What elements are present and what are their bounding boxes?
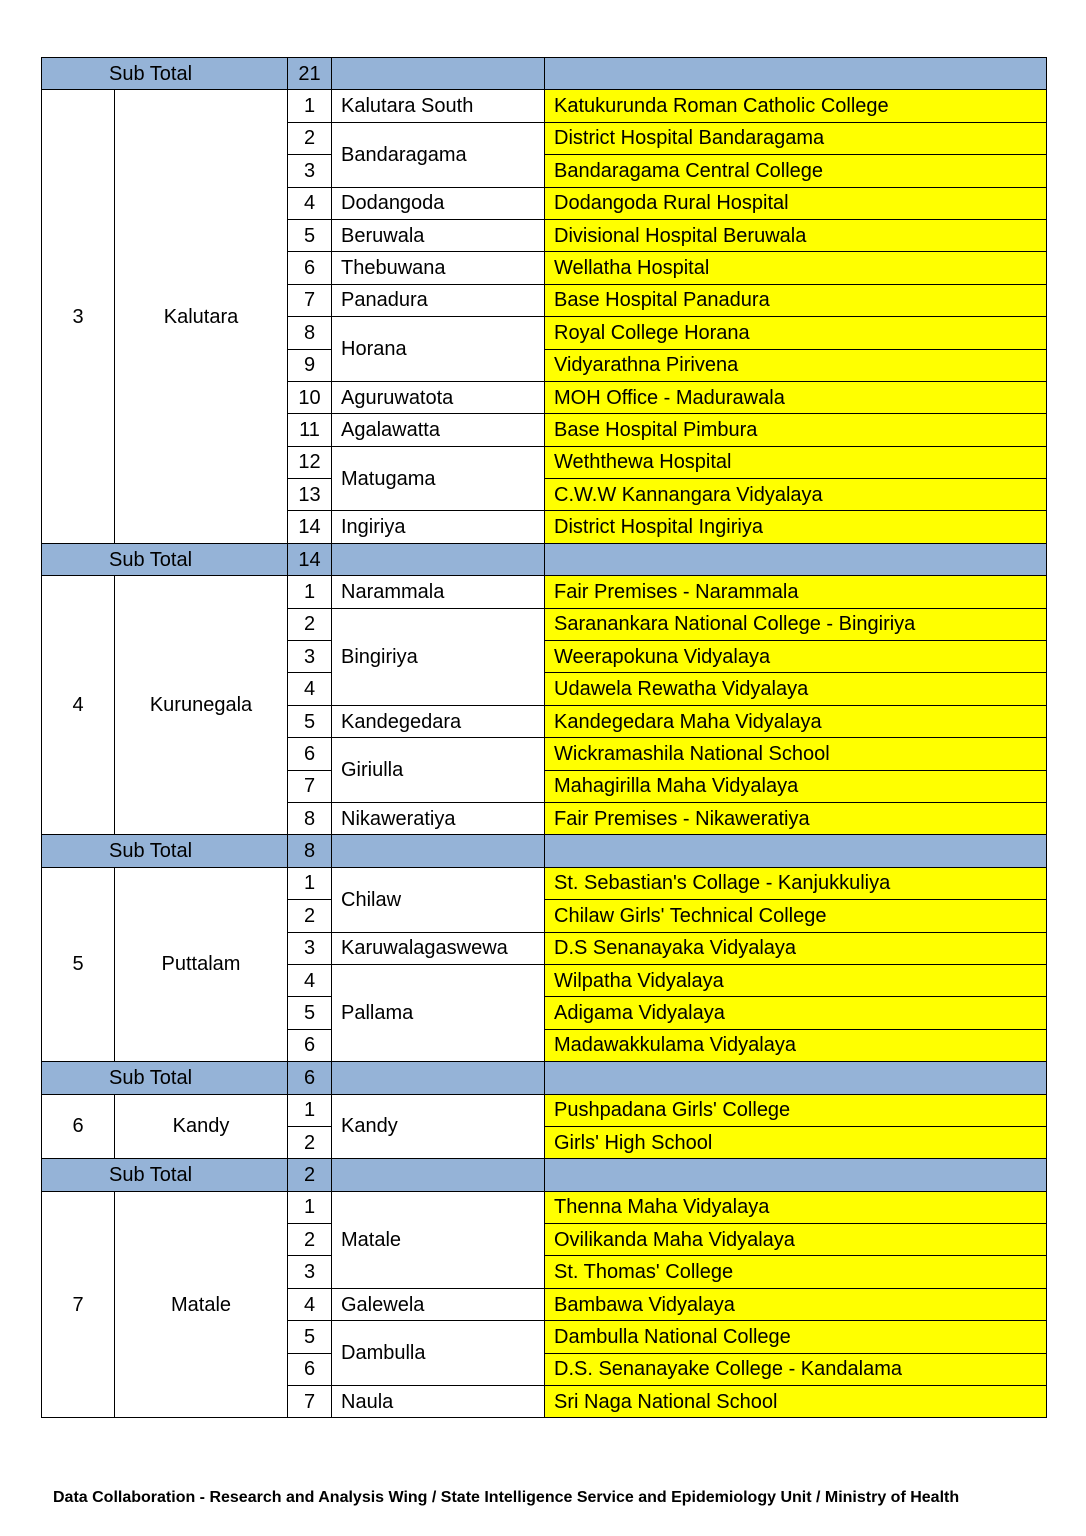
row-number: 7 bbox=[288, 284, 332, 316]
row-number: 2 bbox=[288, 900, 332, 932]
place-name: D.S. Senanayake College - Kandalama bbox=[545, 1353, 1047, 1385]
subtotal-row bbox=[42, 1159, 1047, 1191]
place-name: Weththewa Hospital bbox=[545, 446, 1047, 478]
place-name: Mahagirilla Maha Vidyalaya bbox=[545, 770, 1047, 802]
district-name: Kurunegala bbox=[115, 576, 288, 835]
row-number: 8 bbox=[288, 317, 332, 349]
subtotal-count: 8 bbox=[288, 835, 332, 867]
place-name: Adigama Vidyalaya bbox=[545, 997, 1047, 1029]
area-name: Kandy bbox=[332, 1094, 545, 1159]
row-number: 5 bbox=[288, 997, 332, 1029]
district-number: 5 bbox=[42, 867, 115, 1061]
place-name: Wilpatha Vidyalaya bbox=[545, 964, 1047, 996]
row-number: 9 bbox=[288, 349, 332, 381]
area-name: Matale bbox=[332, 1191, 545, 1288]
subtotal-count: 2 bbox=[288, 1159, 332, 1191]
place-name: Fair Premises - Narammala bbox=[545, 576, 1047, 608]
subtotal-row bbox=[42, 543, 1047, 575]
area-name: Bandaragama bbox=[332, 122, 545, 187]
place-name: Dodangoda Rural Hospital bbox=[545, 187, 1047, 219]
place-name: Madawakkulama Vidyalaya bbox=[545, 1029, 1047, 1061]
subtotal-count: 21 bbox=[288, 58, 332, 90]
subtotal-row bbox=[42, 1062, 1047, 1094]
row-number: 4 bbox=[288, 673, 332, 705]
row-number: 4 bbox=[288, 1288, 332, 1320]
subtotal-empty-cell bbox=[545, 58, 1047, 90]
row-number: 7 bbox=[288, 1386, 332, 1418]
subtotal-count: 6 bbox=[288, 1062, 332, 1094]
area-name: Chilaw bbox=[332, 867, 545, 932]
area-name: Kandegedara bbox=[332, 705, 545, 737]
subtotal-empty-cell bbox=[332, 58, 545, 90]
place-name: Fair Premises - Nikaweratiya bbox=[545, 802, 1047, 834]
row-number: 5 bbox=[288, 219, 332, 251]
row-number: 3 bbox=[288, 641, 332, 673]
footer-credit: Data Collaboration - Research and Analysis Wing / State Intelligence Service and Epidemiology Unit / Ministry of Health bbox=[53, 1489, 960, 1506]
row-number: 2 bbox=[288, 608, 332, 640]
place-name: D.S Senanayaka Vidyalaya bbox=[545, 932, 1047, 964]
locations-table bbox=[41, 57, 1047, 1418]
table-row bbox=[42, 1094, 1047, 1126]
subtotal-label: Sub Total bbox=[42, 58, 288, 90]
row-number: 1 bbox=[288, 867, 332, 899]
place-name: Bandaragama Central College bbox=[545, 155, 1047, 187]
place-name: Base Hospital Pimbura bbox=[545, 414, 1047, 446]
district-number: 7 bbox=[42, 1191, 115, 1418]
row-number: 1 bbox=[288, 90, 332, 122]
place-name: Saranankara National College - Bingiriya bbox=[545, 608, 1047, 640]
row-number: 1 bbox=[288, 1191, 332, 1223]
place-name: Udawela Rewatha Vidyalaya bbox=[545, 673, 1047, 705]
place-name: Girls' High School bbox=[545, 1126, 1047, 1158]
place-name: District Hospital Ingiriya bbox=[545, 511, 1047, 543]
row-number: 4 bbox=[288, 964, 332, 996]
area-name: Bingiriya bbox=[332, 608, 545, 705]
area-name: Karuwalagaswewa bbox=[332, 932, 545, 964]
place-name: Pushpadana Girls' College bbox=[545, 1094, 1047, 1126]
district-name: Puttalam bbox=[115, 867, 288, 1061]
place-name: St. Sebastian's Collage - Kanjukkuliya bbox=[545, 867, 1047, 899]
place-name: Dambulla National College bbox=[545, 1321, 1047, 1353]
district-name: Kalutara bbox=[115, 90, 288, 543]
subtotal-label: Sub Total bbox=[42, 1062, 288, 1094]
area-name: Dambulla bbox=[332, 1321, 545, 1386]
row-number: 1 bbox=[288, 1094, 332, 1126]
district-number: 3 bbox=[42, 90, 115, 543]
row-number: 3 bbox=[288, 932, 332, 964]
subtotal-row bbox=[42, 835, 1047, 867]
place-name: Thenna Maha Vidyalaya bbox=[545, 1191, 1047, 1223]
table-row bbox=[42, 576, 1047, 608]
place-name: C.W.W Kannangara Vidyalaya bbox=[545, 479, 1047, 511]
subtotal-empty-cell bbox=[545, 835, 1047, 867]
area-name: Ingiriya bbox=[332, 511, 545, 543]
row-number: 6 bbox=[288, 252, 332, 284]
place-name: Kandegedara Maha Vidyalaya bbox=[545, 705, 1047, 737]
row-number: 6 bbox=[288, 1353, 332, 1385]
subtotal-empty-cell bbox=[545, 1062, 1047, 1094]
place-name: St. Thomas' College bbox=[545, 1256, 1047, 1288]
row-number: 12 bbox=[288, 446, 332, 478]
place-name: Ovilikanda Maha Vidyalaya bbox=[545, 1224, 1047, 1256]
area-name: Beruwala bbox=[332, 219, 545, 251]
area-name: Naula bbox=[332, 1386, 545, 1418]
area-name: Kalutara South bbox=[332, 90, 545, 122]
subtotal-label: Sub Total bbox=[42, 835, 288, 867]
place-name: Sri Naga National School bbox=[545, 1386, 1047, 1418]
row-number: 2 bbox=[288, 1224, 332, 1256]
subtotal-count: 14 bbox=[288, 543, 332, 575]
row-number: 8 bbox=[288, 802, 332, 834]
place-name: Divisional Hospital Beruwala bbox=[545, 219, 1047, 251]
area-name: Dodangoda bbox=[332, 187, 545, 219]
place-name: Base Hospital Panadura bbox=[545, 284, 1047, 316]
place-name: Wellatha Hospital bbox=[545, 252, 1047, 284]
area-name: Aguruwatota bbox=[332, 381, 545, 413]
table-row bbox=[42, 1191, 1047, 1223]
row-number: 10 bbox=[288, 381, 332, 413]
row-number: 14 bbox=[288, 511, 332, 543]
place-name: Wickramashila National School bbox=[545, 738, 1047, 770]
subtotal-empty-cell bbox=[332, 1159, 545, 1191]
area-name: Galewela bbox=[332, 1288, 545, 1320]
subtotal-empty-cell bbox=[332, 835, 545, 867]
area-name: Narammala bbox=[332, 576, 545, 608]
place-name: MOH Office - Madurawala bbox=[545, 381, 1047, 413]
district-name: Matale bbox=[115, 1191, 288, 1418]
subtotal-label: Sub Total bbox=[42, 543, 288, 575]
place-name: Weerapokuna Vidyalaya bbox=[545, 641, 1047, 673]
row-number: 5 bbox=[288, 1321, 332, 1353]
row-number: 1 bbox=[288, 576, 332, 608]
area-name: Agalawatta bbox=[332, 414, 545, 446]
district-number: 4 bbox=[42, 576, 115, 835]
row-number: 2 bbox=[288, 122, 332, 154]
area-name: Pallama bbox=[332, 964, 545, 1061]
area-name: Thebuwana bbox=[332, 252, 545, 284]
area-name: Giriulla bbox=[332, 738, 545, 803]
table-row bbox=[42, 867, 1047, 899]
row-number: 6 bbox=[288, 1029, 332, 1061]
row-number: 7 bbox=[288, 770, 332, 802]
area-name: Panadura bbox=[332, 284, 545, 316]
place-name: Katukurunda Roman Catholic College bbox=[545, 90, 1047, 122]
area-name: Matugama bbox=[332, 446, 545, 511]
row-number: 2 bbox=[288, 1126, 332, 1158]
subtotal-empty-cell bbox=[332, 1062, 545, 1094]
subtotal-empty-cell bbox=[545, 1159, 1047, 1191]
row-number: 6 bbox=[288, 738, 332, 770]
place-name: Royal College Horana bbox=[545, 317, 1047, 349]
row-number: 4 bbox=[288, 187, 332, 219]
row-number: 3 bbox=[288, 1256, 332, 1288]
table-row bbox=[42, 90, 1047, 122]
area-name: Nikaweratiya bbox=[332, 802, 545, 834]
subtotal-label: Sub Total bbox=[42, 1159, 288, 1191]
place-name: District Hospital Bandaragama bbox=[545, 122, 1047, 154]
row-number: 3 bbox=[288, 155, 332, 187]
subtotal-empty-cell bbox=[332, 543, 545, 575]
subtotal-empty-cell bbox=[545, 543, 1047, 575]
row-number: 11 bbox=[288, 414, 332, 446]
place-name: Vidyarathna Pirivena bbox=[545, 349, 1047, 381]
row-number: 5 bbox=[288, 705, 332, 737]
place-name: Chilaw Girls' Technical College bbox=[545, 900, 1047, 932]
district-name: Kandy bbox=[115, 1094, 288, 1159]
area-name: Horana bbox=[332, 317, 545, 382]
place-name: Bambawa Vidyalaya bbox=[545, 1288, 1047, 1320]
row-number: 13 bbox=[288, 479, 332, 511]
subtotal-row bbox=[42, 58, 1047, 90]
district-number: 6 bbox=[42, 1094, 115, 1159]
